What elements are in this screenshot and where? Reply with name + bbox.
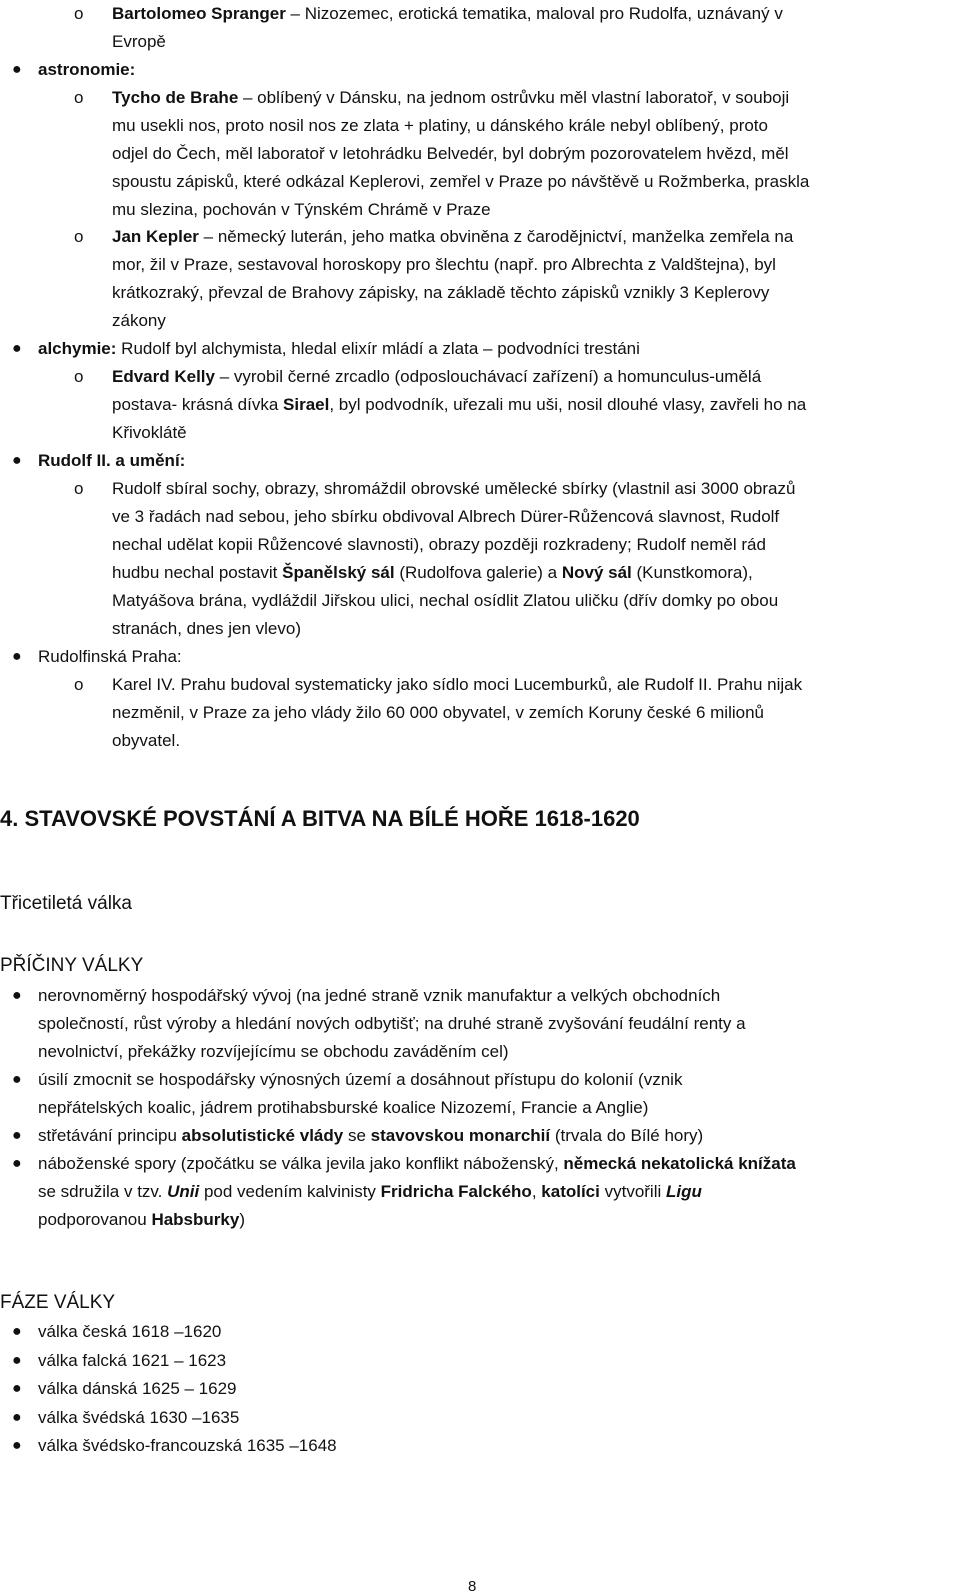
spranger-text: – Nizozemec, erotická tematika, maloval pro Rudolfa, uznávaný v	[285, 4, 783, 23]
section-heading: 4. STAVOVSKÉ POVSTÁNÍ A BITVA NA BÍLÉ HOŘE 1618-1620	[0, 806, 640, 831]
spanish-hall: Španělský sál	[282, 563, 395, 582]
sub-bullet-o: o	[74, 675, 84, 694]
cause-4-text-g: ,	[531, 1182, 542, 1201]
art-line-5: Matyášova brána, vydláždil Jiřskou ulici, nechal osídlit Zlatou uličku (dřív domky po obou	[112, 591, 779, 610]
cause-1-line-1: nerovnoměrný hospodářský vývoj (na jedné straně vznik manufaktur a velkých obchodních	[38, 986, 721, 1005]
phase-item: válka falcká 1621 – 1623	[38, 1351, 227, 1370]
cause-3-text-a: střetávání principu	[38, 1126, 182, 1145]
bullet-icon: ●	[12, 1352, 22, 1369]
cause-4-text-i: vytvořili	[599, 1182, 666, 1201]
alchemy-label: alchymie:	[38, 339, 117, 358]
bullet-icon: ●	[12, 61, 22, 78]
bullet-icon: ●	[12, 452, 22, 469]
phase-item: válka dánská 1625 – 1629	[38, 1379, 237, 1398]
kepler-line-1	[112, 223, 793, 251]
bullet-icon: ●	[12, 1409, 22, 1426]
bullet-icon: ●	[12, 987, 22, 1004]
cause-4-text-c: se sdružila v tzv.	[38, 1182, 168, 1201]
league: Ligu	[666, 1182, 702, 1201]
art-line-3: nechal udělat kopii Růžencové slavnosti), obrazy později rozkradeny; Rudolf neměl rád	[112, 535, 766, 554]
kepler-text: – německý luterán, jeho matka obviněna z čarodějnictví, manželka zemřela na	[198, 227, 794, 246]
cause-3-text-e: (trvala do Bílé hory)	[550, 1126, 704, 1145]
cause-4-text-e: pod vedením kalvinisty	[199, 1182, 381, 1201]
cause-4-text-m: )	[239, 1210, 245, 1229]
brahe-name: Tycho de Brahe	[112, 88, 239, 107]
phase-item: válka švédsko-francouzská 1635 –1648	[38, 1436, 337, 1455]
bullet-icon: ●	[12, 648, 22, 665]
bullet-icon: ●	[12, 1380, 22, 1397]
sub-bullet-o: o	[74, 4, 84, 23]
kelly-text: – vyrobil černé zrcadlo (odposlouchávací zařízení) a homunculus-umělá	[215, 367, 762, 386]
brahe-line-2: mu usekli nos, proto nosil nos ze zlata + platiny, u dánského krále nebyl oblíbený, proto	[112, 116, 768, 135]
cause-1-line-3: nevolnictví, překážky rozvíjejícímu se obchodu zaváděním cel)	[38, 1042, 509, 1061]
sub-bullet-o: o	[74, 227, 84, 246]
spranger-name: Bartolomeo Spranger	[112, 4, 286, 23]
cause-2-line-1: úsilí zmocnit se hospodářsky výnosných území a dosáhnout přístupu do kolonií (vznik	[38, 1070, 683, 1089]
kelly-line-1	[112, 363, 761, 391]
astronomy-label: astronomie:	[38, 60, 136, 79]
kepler-line-4: zákony	[112, 311, 166, 330]
frederick: Fridricha Falckého	[380, 1182, 532, 1201]
spranger-line-1	[112, 0, 783, 28]
kepler-line-3: krátkozraký, převzal de Brahovy zápisky, na základě těchto zápisků vznikly 3 Keplerovy	[112, 283, 770, 302]
brahe-text: – oblíbený v Dánsku, na jednom ostrůvku měl vlastní laboratoř, v souboji	[238, 88, 790, 107]
prague-label: Rudolfinská Praha:	[38, 647, 182, 666]
kelly-line-3: Křivoklátě	[112, 423, 187, 442]
spranger-line-2: Evropě	[112, 32, 166, 51]
kelly-line-2	[112, 391, 806, 419]
page-number: 8	[468, 1578, 477, 1595]
absolutist-rule: absolutistické vlády	[181, 1126, 344, 1145]
prague-line-2: nezměnil, v Praze za jeho vlády žilo 60 000 obyvatel, v zemích Koruny české 6 milionů	[112, 703, 764, 722]
cause-2-line-2: nepřátelských koalic, jádrem protihabsburské koalice Nizozemí, Francie a Anglie)	[38, 1098, 649, 1117]
art-text-4b: (Rudolfova galerie) a	[394, 563, 562, 582]
cause-4-text-k: podporovanou	[38, 1210, 152, 1229]
alchemy-line	[38, 335, 640, 363]
phase-item: válka česká 1618 –1620	[38, 1322, 222, 1341]
bullet-icon: ●	[12, 1155, 22, 1172]
protestant-princes: německá nekatolická knížata	[563, 1154, 796, 1173]
kelly-text-2b: , byl podvodník, uřezali mu uši, nosil dlouhé vlasy, zavřeli ho na	[329, 395, 807, 414]
art-text-4a: hudbu nechal postavit	[112, 563, 283, 582]
cause-3-text-c: se	[343, 1126, 371, 1145]
habsburgs: Habsburky	[151, 1210, 240, 1229]
kepler-name: Jan Kepler	[112, 227, 199, 246]
brahe-line-5: mu slezina, pochován v Týnském Chrámě v Praze	[112, 200, 491, 219]
cause-4-line-2	[38, 1178, 702, 1206]
art-line-4	[112, 559, 753, 587]
sub-bullet-o: o	[74, 479, 84, 498]
sub-bullet-o: o	[74, 88, 84, 107]
union: Unii	[167, 1182, 200, 1201]
cause-1-line-2: společností, růst výroby a hledání nových odbytišť; na druhé straně zvyšování feudální renty a	[38, 1014, 746, 1033]
alchemy-text: Rudolf byl alchymista, hledal elixír mládí a zlata – podvodníci trestáni	[116, 339, 640, 358]
brahe-line-3: odjel do Čech, měl laboratoř v letohrádku Belvedér, byl dobrým pozorovatelem hvězd, měl	[112, 144, 789, 163]
phases-heading: FÁZE VÁLKY	[0, 1292, 116, 1313]
art-line-1: Rudolf sbíral sochy, obrazy, shromáždil obrovské umělecké sbírky (vlastnil asi 3000 obrazů	[112, 479, 796, 498]
sirael-name: Sirael	[283, 395, 330, 414]
kepler-line-2: mor, žil v Praze, sestavoval horoskopy pro šlechtu (např. pro Albrechta z Valdštejna), byl	[112, 255, 776, 274]
thirty-years-war-heading: Třicetiletá válka	[0, 893, 132, 914]
art-line-2: ve 3 řadách nad sebou, jeho sbírku obdivoval Albrech Dürer-Růžencová slavnost, Rudolf	[112, 507, 780, 526]
sub-bullet-o: o	[74, 367, 84, 386]
bullet-icon: ●	[12, 340, 22, 357]
art-line-6: stranách, dnes jen vlevo)	[112, 619, 301, 638]
brahe-line-1	[112, 84, 789, 112]
catholics: katolíci	[541, 1182, 600, 1201]
kelly-name: Edvard Kelly	[112, 367, 215, 386]
cause-4-line-3	[38, 1206, 245, 1234]
kelly-text-2a: postava- krásná dívka	[112, 395, 284, 414]
art-text-4c: (Kunstkomora),	[631, 563, 753, 582]
causes-heading: PŘÍČINY VÁLKY	[0, 955, 144, 976]
prague-line-3: obyvatel.	[112, 731, 181, 750]
cause-4-text-a: náboženské spory (zpočátku se válka jevila jako konflikt náboženský,	[38, 1154, 564, 1173]
phase-item: válka švédská 1630 –1635	[38, 1408, 240, 1427]
bullet-icon: ●	[12, 1071, 22, 1088]
new-hall: Nový sál	[561, 563, 632, 582]
bullet-icon: ●	[12, 1437, 22, 1454]
art-label: Rudolf II. a umění:	[38, 451, 186, 470]
prague-line-1: Karel IV. Prahu budoval systematicky jako sídlo moci Lucemburků, ale Rudolf II. Prahu nijak	[112, 675, 803, 694]
estates-monarchy: stavovskou monarchií	[370, 1126, 551, 1145]
brahe-line-4: spoustu zápisků, které odkázal Keplerovi, zemřel v Praze po návštěvě u Rožmberka, praskla	[112, 172, 810, 191]
cause-3-line	[38, 1122, 703, 1150]
bullet-icon: ●	[12, 1323, 22, 1340]
bullet-icon: ●	[12, 1127, 22, 1144]
cause-4-line-1	[38, 1150, 796, 1178]
